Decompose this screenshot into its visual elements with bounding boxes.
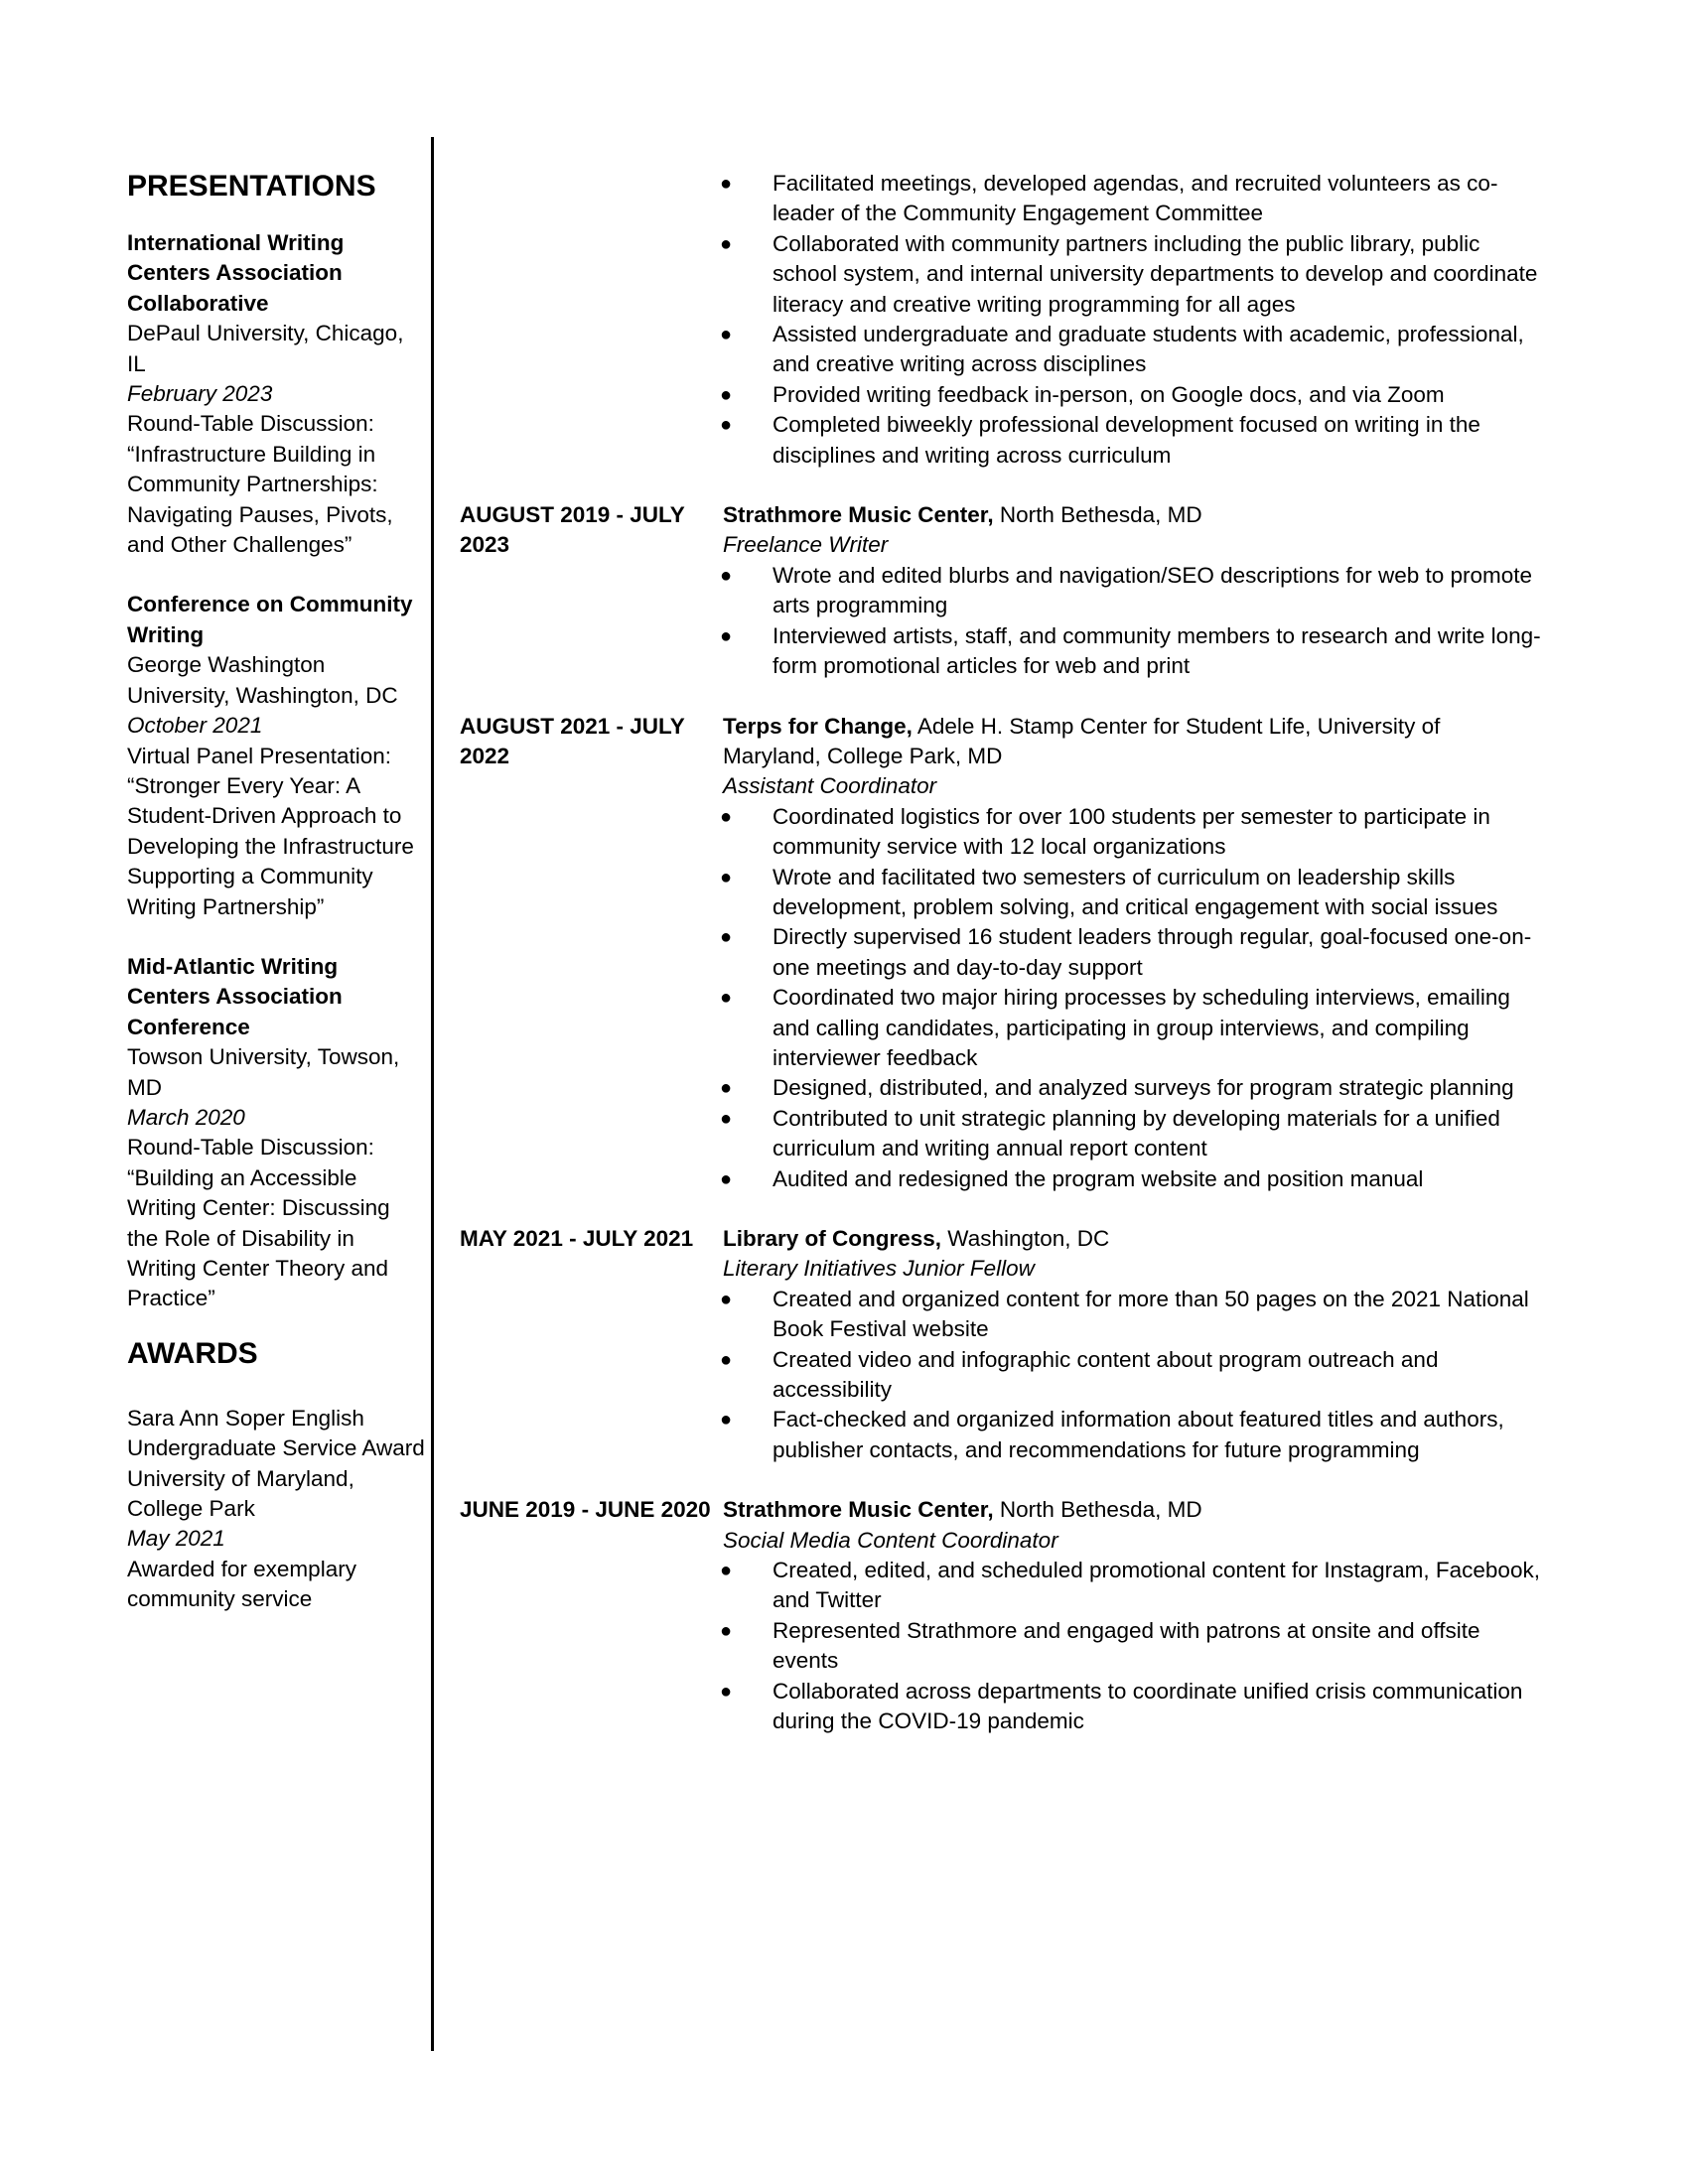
presentation-type: Round-Table Discussion: (127, 1135, 374, 1160)
bullet-text: Represented Strathmore and engaged with patrons at onsite and offsite events (773, 1617, 1480, 1674)
presentation-location: George Washington University, Washington, DC (127, 652, 398, 708)
list-item (460, 1556, 1542, 1616)
presentation-location: DePaul University, Chicago, IL (127, 321, 404, 376)
list-item (460, 1104, 1542, 1164)
bullet-icon: ● (720, 1288, 733, 1310)
bullet-icon: ● (720, 1680, 733, 1703)
bullet-icon: ● (720, 414, 733, 437)
entry-organization: Library of Congress, (723, 1226, 942, 1251)
awards-heading: AWARDS (127, 1336, 258, 1370)
entry-bullet-list (460, 561, 1542, 682)
bullet-icon: ● (720, 1107, 733, 1130)
entry-organization: Terps for Change, (723, 713, 913, 739)
presentation-talk-title: “Building an Accessible Writing Center: Discussing the Role of Disability in Writing Center Theory and Practice” (127, 1164, 390, 1311)
presentation-name: Conference on Community Writing (127, 592, 413, 647)
continued-bullet-list (460, 169, 1542, 471)
bullet-icon: ● (720, 1560, 733, 1582)
list-item (460, 1285, 1542, 1345)
bullet-icon: ● (720, 1409, 733, 1432)
entry-header (723, 500, 1542, 561)
award-entry (127, 1404, 425, 1615)
list-item (460, 1677, 1542, 1737)
bullet-text: Directly supervised 16 student leaders through regular, goal-focused one-on-one meetings and day-to-day support (773, 924, 1532, 980)
entry-role: Social Media Content Coordinator (723, 1527, 1058, 1553)
experience-entry (460, 1495, 1542, 1556)
bullet-icon: ● (720, 866, 733, 888)
bullet-icon: ● (720, 1348, 733, 1371)
entry-location: Washington, DC (941, 1226, 1110, 1251)
presentation-name: Mid-Atlantic Writing Centers Association Conference (127, 953, 343, 1039)
entry-dates: AUGUST 2021 - JULY 2022 (460, 713, 685, 768)
list-item (460, 320, 1542, 380)
presentation-talk-title: “Stronger Every Year: A Student-Driven Approach to Developing the Infrastructure Supporting a Community Writing Partnership” (127, 772, 414, 919)
entry-location: Adele H. Stamp Center for Student Life, University of Maryland, College Park, MD (723, 713, 1441, 768)
entry-header (723, 712, 1542, 802)
bullet-text: Coordinated two major hiring processes by scheduling interviews, emailing and calling candidates, participating in group interviews, and compiling interviewer feedback (773, 985, 1510, 1070)
bullet-text: Facilitated meetings, developed agendas, and recruited volunteers as co-leader of the Community Engagement Committee (773, 171, 1498, 226)
bullet-text: Audited and redesigned the program website and position manual (773, 1165, 1424, 1191)
presentation-date: February 2023 (127, 381, 273, 407)
bullet-text: Interviewed artists, staff, and community members to research and write long-form promotional articles for web and print (773, 622, 1541, 679)
entry-bullet-list (460, 802, 1542, 1194)
entry-role: Assistant Coordinator (723, 773, 937, 799)
bullet-text: Coordinated logistics for over 100 students per semester to participate in community service with 12 local organizations (773, 803, 1490, 860)
bullet-icon: ● (720, 324, 733, 346)
entry-header (723, 1224, 1542, 1285)
presentation-type: Virtual Panel Presentation: (127, 743, 392, 768)
list-item (460, 1164, 1542, 1194)
list-item (460, 1345, 1542, 1406)
bullet-text: Wrote and facilitated two semesters of curriculum on leadership skills development, problem solving, and critical engagement with social issues (773, 864, 1498, 919)
list-item (460, 561, 1542, 621)
bullet-text: Wrote and edited blurbs and navigation/SEO descriptions for web to promote arts programming (773, 562, 1533, 618)
list-item (460, 621, 1542, 682)
entry-role: Freelance Writer (723, 532, 889, 558)
entry-dates: AUGUST 2019 - JULY 2023 (460, 502, 685, 558)
entry-location: North Bethesda, MD (993, 502, 1202, 528)
award-name: Sara Ann Soper English Undergraduate Service Award (127, 1405, 425, 1461)
bullet-text: Created video and infographic content about program outreach and accessibility (773, 1346, 1439, 1403)
list-item (460, 1073, 1542, 1103)
bullet-text: Contributed to unit strategic planning by developing materials for a unified curriculum and writing annual report content (773, 1105, 1500, 1161)
column-divider (431, 137, 434, 2051)
award-description: Awarded for exemplary community service (127, 1556, 356, 1612)
experience-entry (460, 712, 1542, 802)
bullet-text: Created, edited, and scheduled promotional content for Instagram, Facebook, and Twitter (773, 1558, 1540, 1613)
bullet-text: Completed biweekly professional development focused on writing in the disciplines and writing across curriculum (773, 412, 1480, 468)
entry-dates: JUNE 2019 - JUNE 2020 (460, 1497, 711, 1523)
entry-organization: Strathmore Music Center, (723, 502, 994, 528)
bullet-icon: ● (720, 987, 733, 1010)
entry-bullet-list (460, 1285, 1542, 1465)
list-item (460, 410, 1542, 471)
list-item (460, 1616, 1542, 1677)
bullet-text: Designed, distributed, and analyzed surveys for program strategic planning (773, 1075, 1514, 1101)
presentation-date: October 2021 (127, 713, 263, 739)
entry-dates: MAY 2021 - JULY 2021 (460, 1226, 694, 1251)
bullet-icon: ● (720, 624, 733, 647)
list-item (460, 380, 1542, 410)
list-item (460, 169, 1542, 229)
award-location: University of Maryland, College Park (127, 1465, 354, 1522)
presentation-type: Round-Table Discussion: (127, 411, 374, 437)
bullet-text: Fact-checked and organized information about featured titles and authors, publisher contacts, and recommendations for future programming (773, 1407, 1504, 1462)
bullet-icon: ● (720, 805, 733, 828)
entry-role: Literary Initiatives Junior Fellow (723, 1256, 1035, 1282)
entry-location: North Bethesda, MD (993, 1497, 1202, 1523)
experience-entry (460, 1224, 1542, 1285)
experience-entry (460, 500, 1542, 561)
left-column (127, 167, 425, 1615)
award-date: May 2021 (127, 1526, 225, 1552)
bullet-text: Collaborated with community partners including the public library, public school system, and internal university departments to develop and coordinate literacy and creative writing programming for all ages (773, 230, 1538, 317)
presentation-talk-title: “Infrastructure Building in Community Partnerships: Navigating Pauses, Pivots, and Other Challenges” (127, 441, 393, 558)
list-item (460, 983, 1542, 1073)
presentation-entry (127, 952, 425, 1314)
bullet-text: Provided writing feedback in-person, on Google docs, and via Zoom (773, 381, 1445, 407)
bullet-icon: ● (720, 1619, 733, 1642)
bullet-icon: ● (720, 173, 733, 195)
presentation-entry (127, 228, 425, 560)
presentation-date: March 2020 (127, 1104, 245, 1130)
bullet-icon: ● (720, 926, 733, 949)
entry-organization: Strathmore Music Center, (723, 1497, 994, 1523)
bullet-icon: ● (720, 1077, 733, 1100)
bullet-icon: ● (720, 1167, 733, 1190)
list-item (460, 922, 1542, 983)
list-item (460, 863, 1542, 923)
list-item (460, 229, 1542, 320)
bullet-text: Assisted undergraduate and graduate students with academic, professional, and creative writing across disciplines (773, 322, 1524, 377)
entry-bullet-list (460, 1556, 1542, 1736)
bullet-text: Created and organized content for more than 50 pages on the 2021 National Book Festival website (773, 1286, 1529, 1342)
presentation-entry (127, 590, 425, 921)
presentation-location: Towson University, Towson, MD (127, 1044, 400, 1100)
presentation-name: International Writing Centers Association Collaborative (127, 230, 345, 316)
bullet-icon: ● (720, 383, 733, 406)
presentations-heading: PRESENTATIONS (127, 170, 376, 203)
bullet-icon: ● (720, 564, 733, 587)
list-item (460, 1405, 1542, 1465)
bullet-icon: ● (720, 232, 733, 255)
bullet-text: Collaborated across departments to coordinate unified crisis communication during the COVID-19 pandemic (773, 1678, 1523, 1734)
entry-header (723, 1495, 1542, 1556)
list-item (460, 802, 1542, 863)
experience-column (460, 169, 1542, 1737)
